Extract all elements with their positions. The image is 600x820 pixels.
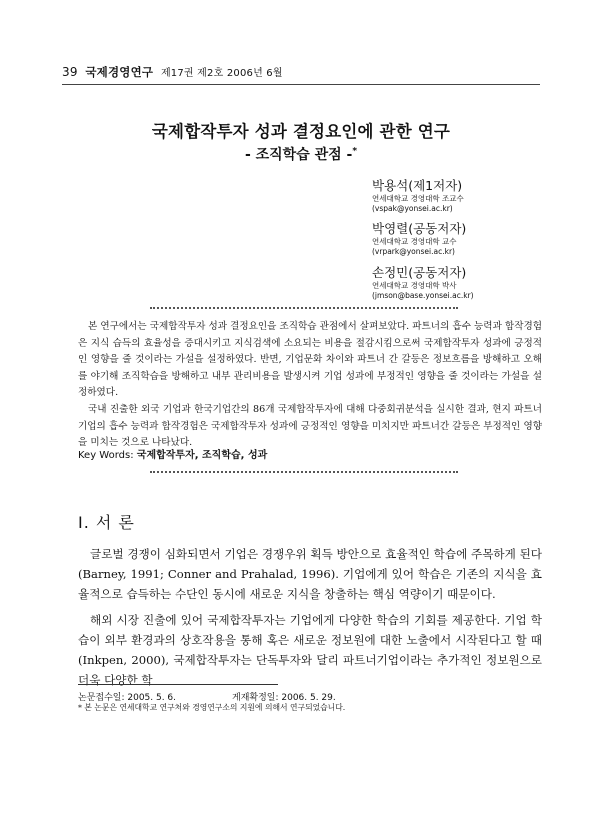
author-email: (vrpark@yonsei.ac.kr) bbox=[372, 247, 455, 256]
abstract bbox=[78, 319, 542, 452]
received-date: 논문접수일: 2005. 5. 6. bbox=[78, 693, 177, 703]
page-number: 39 bbox=[62, 65, 78, 79]
author-block bbox=[372, 263, 542, 301]
footnote-note: * 본 논문은 연세대학교 연구처와 경영연구소의 지원에 의해서 연구되었습니다. bbox=[78, 703, 346, 712]
subtitle-footnote-mark: * bbox=[352, 146, 358, 157]
body-text bbox=[78, 544, 542, 696]
abstract-paragraph: 국내 진출한 외국 기업과 한국기업간의 86개 국제합작투자에 대해 다중회귀분석을 실시한 결과, 현지 파트너기업의 흡수 능력과 합작경험은 국제합작투자 성과에 긍정적인 영향을 미치지만 파트너간 갈등은 부정적인 영향을 미치는 것으로 나타났다. bbox=[78, 403, 542, 449]
author-name: 박영렬(공동저자) bbox=[372, 221, 467, 236]
accepted-date: 게재확정일: 2006. 5. 29. bbox=[232, 693, 336, 703]
author-email: (jmson@base.yonsei.ac.kr) bbox=[372, 291, 474, 300]
journal-volume: 제17권 제2호 2006년 6월 bbox=[160, 68, 283, 79]
body-paragraph: 글로벌 경쟁이 심화되면서 기업은 경쟁우위 획득 방안으로 효율적인 학습에 주목하게 된다(Barney, 1991; Conner and Prahalad, 1996). 기업에게 있어 학습은 기존의 지식을 효율적으로 습득하는 수단인 동시에 새로운 지식을 창출하는 핵심 역량이기 때문이다. bbox=[78, 547, 542, 601]
author-email: (vspak@yonsei.ac.kr) bbox=[372, 204, 453, 213]
author-affiliation: 연세대학교 경영대학 박사 bbox=[372, 281, 457, 290]
abstract-bottom-divider bbox=[150, 471, 458, 473]
paper-subtitle bbox=[62, 144, 540, 164]
paper-title: 국제합작투자 성과 결정요인에 관한 연구 bbox=[151, 122, 451, 141]
author-affiliation: 연세대학교 경영대학 교수 bbox=[372, 237, 457, 246]
running-header bbox=[62, 64, 542, 80]
journal-name: 국제경영연구 bbox=[85, 65, 154, 79]
subtitle-text: - 조직학습 관점 - bbox=[244, 147, 353, 163]
body-paragraph: 해외 시장 진출에 있어 국제합작투자는 기업에게 다양한 학습의 기회를 제공한다. 기업 학습이 외부 환경과의 상호작용을 통해 혹은 새로운 정보원에 대한 노출에서 시작된다고 할 때(Inkpen, 2000), 국제합작투자는 단독투자와 달리 파트너기업이라는 추가적인 정보원으로 더욱 다양한 학 bbox=[78, 613, 542, 687]
author-name: 손정민(공동저자) bbox=[372, 265, 467, 280]
author-affiliation: 연세대학교 경영대학 조교수 bbox=[372, 194, 464, 203]
keywords-value: 국제합작투자, 조직학습, 성과 bbox=[136, 450, 268, 461]
section-heading: Ⅰ. 서 론 bbox=[78, 513, 135, 532]
abstract-paragraph: 본 연구에서는 국제합작투자 성과 결정요인을 조직학습 관점에서 살펴보았다. 파트너의 흡수 능력과 합작경험은 지식 습득의 효율성을 증대시키고 지식검색에 소요되는 비용을 절감시킴으로써 국제합작투자 성과에 긍정적인 영향을 줄 것이라는 가설을 설정하였다. 반면, 기업문화 차이와 파트너 간 갈등은 정보흐름을 방해하고 오해를 야기해 조직학습을 방해하고 내부 관리비용을 발생시켜 기업 성과에 부정적인 영향을 줄 것이라는 가설을 설정하였다. bbox=[78, 321, 542, 399]
abstract-top-divider bbox=[150, 307, 458, 309]
author-block bbox=[372, 219, 542, 257]
author-name: 박용석(제1저자) bbox=[372, 178, 463, 193]
footnote-rule bbox=[78, 684, 278, 685]
keywords bbox=[78, 446, 267, 461]
author-block bbox=[372, 176, 542, 214]
header-rule bbox=[62, 84, 540, 85]
keywords-label: Key Words: bbox=[78, 450, 134, 461]
